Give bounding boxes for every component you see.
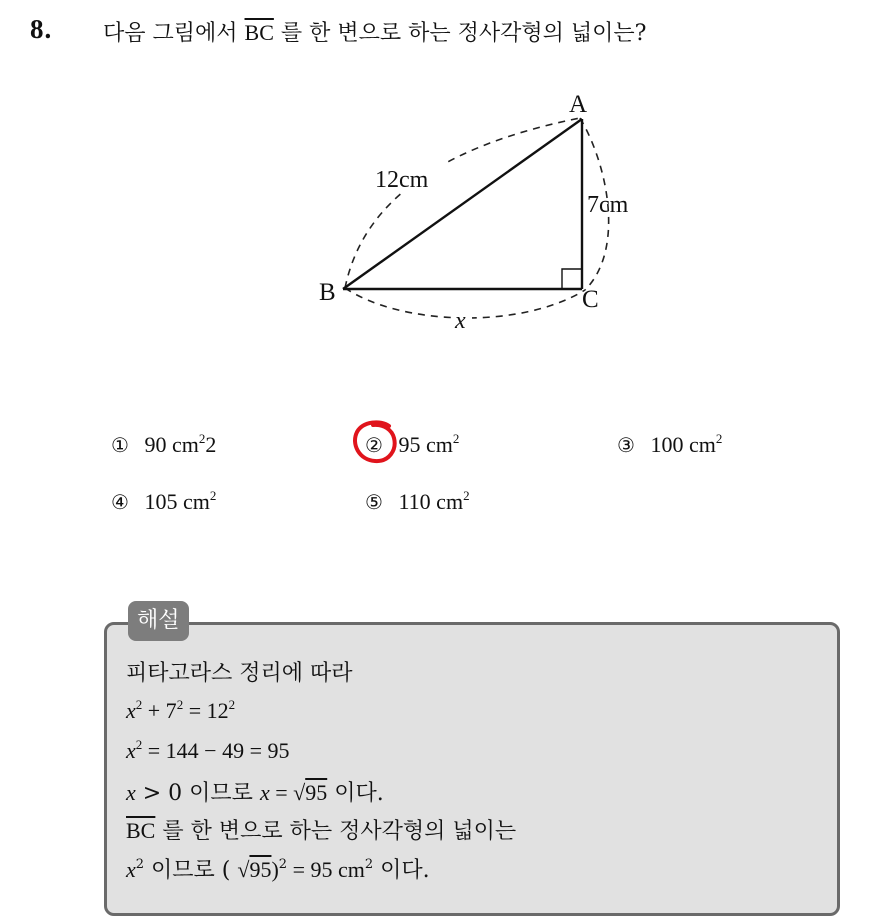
label-base: x bbox=[455, 308, 466, 334]
sqrt-arg: 95 bbox=[305, 780, 328, 805]
choice-3[interactable] bbox=[617, 432, 722, 458]
term: = bbox=[269, 780, 294, 805]
choice-1[interactable] bbox=[111, 432, 216, 458]
exp: 2 bbox=[364, 857, 374, 872]
term: > 0 이므로 bbox=[135, 781, 260, 806]
choice-sup: 2 bbox=[715, 431, 723, 446]
term: 이다. bbox=[373, 858, 430, 883]
choice-sup: 2 bbox=[452, 431, 460, 446]
term: 이다. bbox=[327, 781, 384, 806]
choice-suffix: 2 bbox=[205, 432, 217, 457]
solution-tag: 해설 bbox=[128, 601, 189, 641]
exp: 2 bbox=[135, 697, 143, 712]
question-number: 8. bbox=[30, 14, 53, 44]
question-text-after: 를 한 변으로 하는 정사각형의 넓이는? bbox=[280, 21, 647, 46]
choice-mark: ② bbox=[365, 433, 383, 457]
choice-value: 105 cm bbox=[144, 489, 210, 514]
solution-line-4 bbox=[126, 776, 384, 807]
choice-value: 110 cm bbox=[398, 489, 464, 514]
selected-answer-circle bbox=[351, 418, 401, 466]
solution-line-1: 피타고라스 정리에 따라 bbox=[126, 661, 353, 686]
term: 를 한 변으로 하는 정사각형의 넓이는 bbox=[155, 819, 517, 844]
exp: 2 bbox=[135, 737, 143, 752]
label-b: B bbox=[319, 279, 336, 306]
term: ) bbox=[271, 857, 279, 882]
exp: 2 bbox=[278, 857, 288, 872]
solution-line-5 bbox=[126, 814, 516, 845]
triangle-figure bbox=[0, 0, 884, 400]
sqrt-arg: 95 bbox=[249, 857, 272, 882]
choice-mark: ④ bbox=[111, 490, 129, 514]
choice-4[interactable] bbox=[111, 489, 216, 515]
var-x: x bbox=[126, 857, 136, 882]
choice-sup: 2 bbox=[463, 488, 470, 503]
choice-mark: ① bbox=[111, 433, 129, 457]
choice-sup: 2 bbox=[198, 431, 206, 446]
choice-mark: ③ bbox=[617, 433, 635, 457]
label-c: C bbox=[582, 286, 599, 313]
exp: 2 bbox=[135, 857, 145, 872]
exp: 2 bbox=[176, 697, 184, 712]
var-x: x bbox=[259, 780, 270, 805]
term: = 95 cm bbox=[287, 857, 365, 882]
question-text-before: 다음 그림에서 bbox=[103, 21, 238, 46]
sqrt-sign: √ bbox=[237, 857, 250, 882]
var-x: x bbox=[126, 698, 136, 723]
label-leg: 7cm bbox=[587, 192, 629, 218]
solution-line-3 bbox=[126, 738, 290, 764]
exp: 2 bbox=[228, 697, 236, 712]
term: = 12 bbox=[183, 698, 229, 723]
choice-sup: 2 bbox=[209, 488, 217, 503]
term: = 144 − 49 = 95 bbox=[142, 738, 290, 763]
label-a: A bbox=[569, 91, 588, 118]
choice-value: 90 cm bbox=[144, 432, 199, 457]
segment-bc: $\overline{BC}$ bbox=[244, 20, 274, 45]
right-angle-mark bbox=[562, 269, 582, 289]
choice-mark: ⑤ bbox=[365, 490, 383, 514]
var-x: x bbox=[126, 738, 136, 763]
label-hypotenuse: 12cm bbox=[375, 167, 429, 193]
choice-value: 95 cm bbox=[398, 432, 453, 457]
side-ab bbox=[343, 119, 582, 289]
choice-value: 100 cm bbox=[650, 432, 716, 457]
choice-5[interactable] bbox=[365, 489, 470, 515]
segment-bc: $\overline{BC}$ bbox=[126, 818, 156, 843]
sqrt-sign: √ bbox=[293, 780, 306, 805]
term: + 7 bbox=[142, 698, 177, 723]
var-x: x bbox=[126, 780, 136, 805]
term: 이므로 ( bbox=[144, 858, 238, 883]
solution-line-2 bbox=[126, 698, 235, 724]
solution-line-6 bbox=[126, 853, 430, 884]
